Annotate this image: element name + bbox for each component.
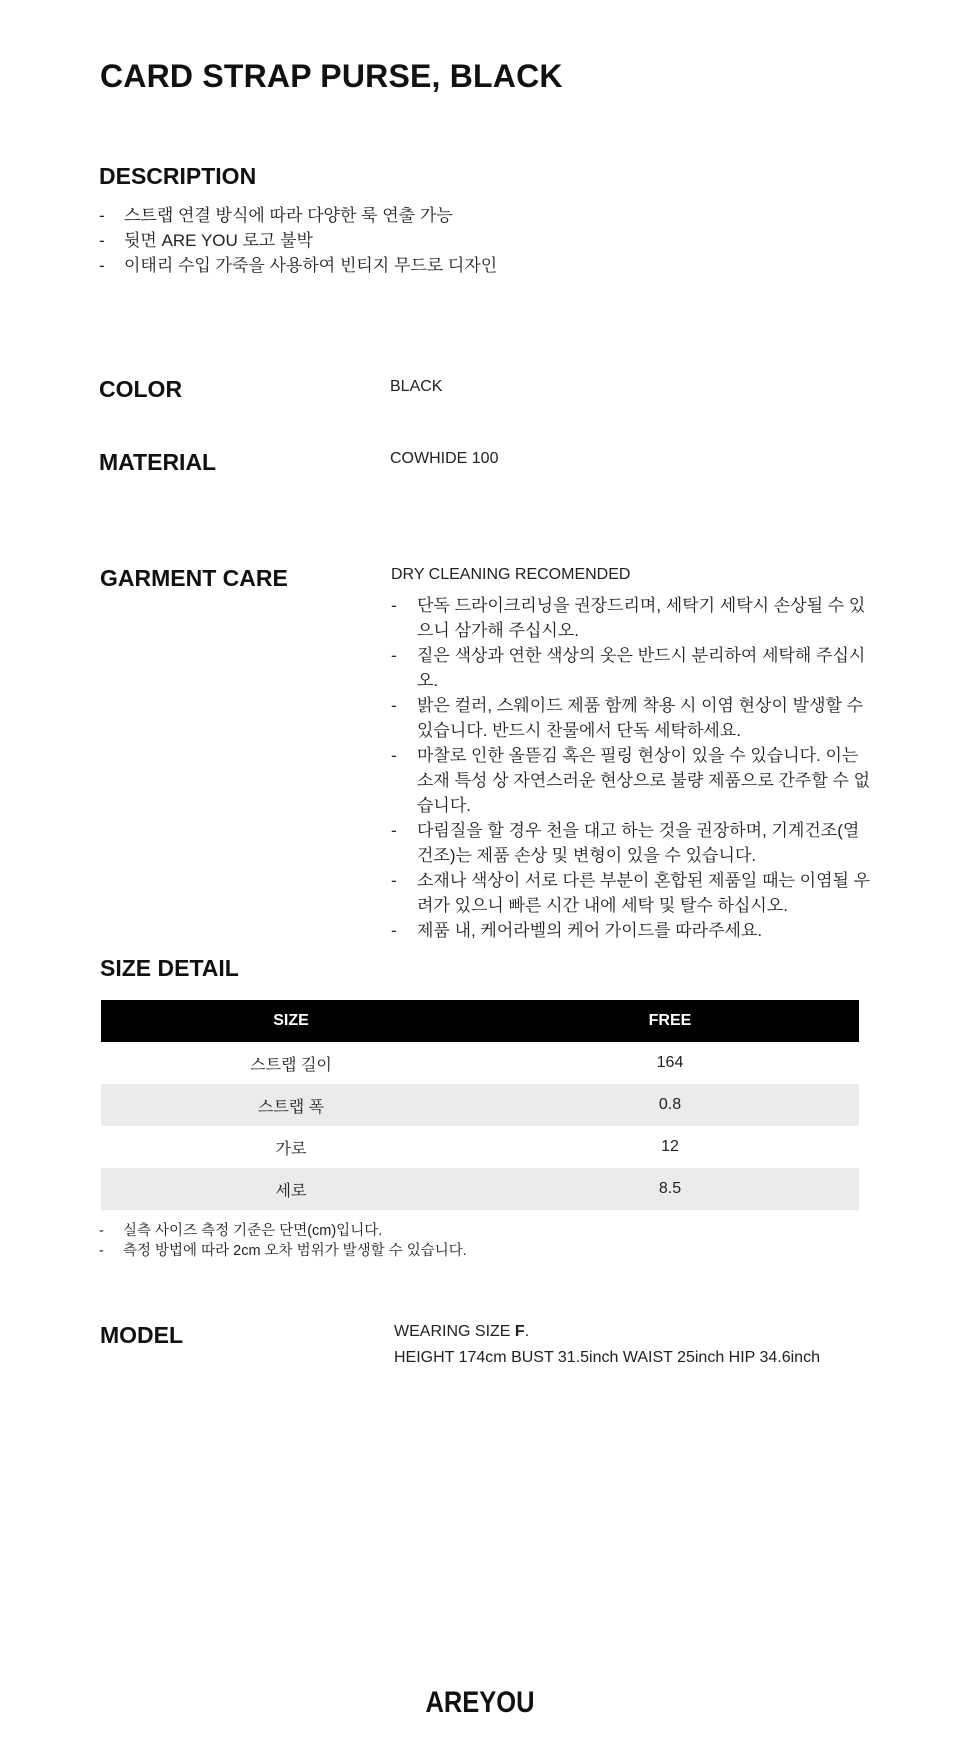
color-label: COLOR (99, 376, 183, 402)
care-item: - 짙은 색상과 연한 색상의 옷은 반드시 분리하여 세탁해 주십시오. (391, 643, 871, 693)
size-table (101, 1000, 859, 1210)
table-row (101, 1084, 859, 1126)
wearing-size-value: F (514, 1323, 525, 1340)
care-item: - 밝은 컬러, 스웨이드 제품 함께 착용 시 이염 현상이 발생할 수 있습니다. 반드시 찬물에서 단독 세탁하세요. (391, 693, 871, 743)
material-label: MATERIAL (99, 449, 217, 475)
measure-value: 0.8 (481, 1084, 859, 1126)
color-value: BLACK (390, 378, 443, 395)
model-wearing-size (394, 1323, 529, 1341)
size-detail-heading: SIZE DETAIL (100, 955, 239, 981)
wearing-prefix: WEARING SIZE (394, 1323, 515, 1340)
table-row (101, 1168, 859, 1210)
size-notes (99, 1221, 799, 1261)
description-item: - 이태리 수입 가죽을 사용하여 빈티지 무드로 디자인 (99, 253, 799, 278)
care-item: - 단독 드라이크리닝을 권장드리며, 세탁기 세탁시 손상될 수 있으니 삼가해 주십시오. (391, 593, 871, 643)
size-note: - 실측 사이즈 측정 기준은 단면(cm)입니다. (99, 1221, 799, 1241)
care-list (391, 593, 871, 943)
wearing-suffix: . (524, 1323, 530, 1340)
product-title: CARD STRAP PURSE, BLACK (100, 58, 563, 94)
table-row (101, 1042, 859, 1084)
size-note: - 측정 방법에 따라 2cm 오차 범위가 발생할 수 있습니다. (99, 1241, 799, 1261)
size-column-header: SIZE (101, 1000, 481, 1042)
description-item: - 스트랩 연결 방식에 따라 다양한 룩 연출 가능 (99, 203, 799, 228)
care-item: - 제품 내, 케어라벨의 케어 가이드를 따라주세요. (391, 918, 871, 943)
description-item: - 뒷면 ARE YOU 로고 불박 (99, 228, 799, 253)
size-table-header (101, 1000, 859, 1042)
care-item: - 다림질을 할 경우 천을 대고 하는 것을 권장하며, 기계건조(열건조)는 제품 손상 및 변형이 있을 수 있습니다. (391, 818, 871, 868)
description-list (99, 203, 799, 278)
measure-name: 스트랩 폭 (101, 1084, 481, 1126)
material-value: COWHIDE 100 (390, 450, 499, 467)
care-subheading: DRY CLEANING RECOMENDED (391, 566, 631, 583)
model-measurements: HEIGHT 174cm BUST 31.5inch WAIST 25inch HIP 34.6inch (394, 1349, 820, 1366)
free-column-header: FREE (481, 1000, 859, 1042)
description-heading: DESCRIPTION (99, 163, 257, 189)
measure-value: 8.5 (481, 1168, 859, 1210)
care-item: - 마찰로 인한 올뜯김 혹은 필링 현상이 있을 수 있습니다. 이는 소재 특성 상 자연스러운 현상으로 불량 제품으로 간주할 수 없습니다. (391, 743, 871, 818)
table-row (101, 1126, 859, 1168)
measure-name: 세로 (101, 1168, 481, 1210)
measure-value: 164 (656, 1054, 684, 1071)
model-label: MODEL (100, 1322, 184, 1348)
brand-logo: AREYOU (425, 1686, 535, 1719)
measure-name: 스트랩 길이 (250, 1056, 332, 1074)
garment-care-heading: GARMENT CARE (100, 565, 288, 591)
measure-value: 12 (661, 1138, 679, 1155)
measure-name: 가로 (275, 1140, 307, 1158)
care-item: - 소재나 색상이 서로 다른 부분이 혼합된 제품일 때는 이염될 우려가 있으니 빠른 시간 내에 세탁 및 탈수 하십시오. (391, 868, 871, 918)
